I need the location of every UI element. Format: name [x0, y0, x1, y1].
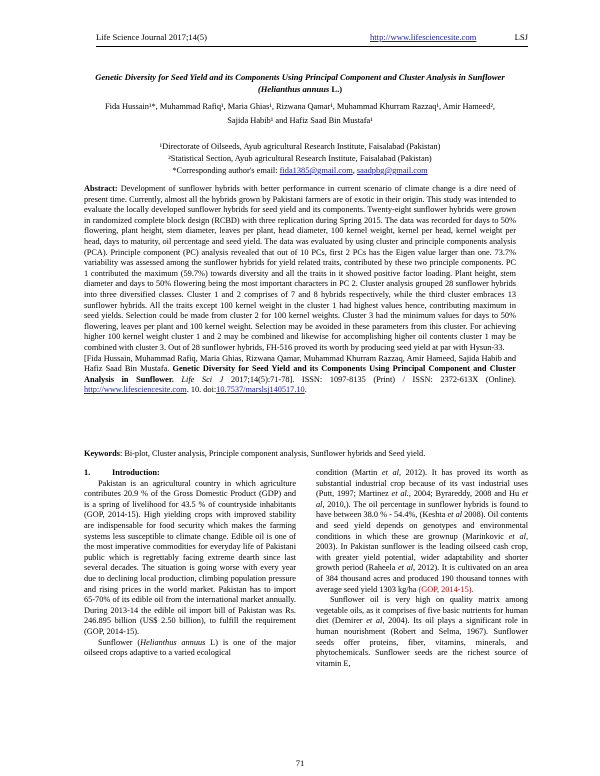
affiliation-2: ²Statistical Section, Ayub agricultural Research Institute, Faisalabad (Pakistan): [168, 154, 432, 163]
running-header: [96, 30, 528, 47]
authors-line-2: Sajida Habib¹ and Hafiz Saad Bin Mustafa¹: [227, 116, 373, 125]
email-link-2[interactable]: saadpbg@gmail.com: [356, 166, 428, 175]
corresponding-author: *Corresponding author's email: fida1385@gmail.com, saadpbg@gmail.com: [172, 166, 428, 175]
keywords-label: Keywords: [84, 449, 120, 458]
abstract-body: Abstract: Development of sunflower hybrids with better performance in current scenario of climate change is a dire need of present time. Currently, almost all the hybrids grown by Pakistani farmers are of exotic in their origin. This study was intended to evaluate the locally developed sunflower hybrids for seed yield and its components. Twenty-eight sunflower hybrids were grown in randomized complete block design (RCBD) with three replication during Spring 2015. The data was recorded for days to 50% flowering, plant height, stem diameter, leaves per plant, head diameter, 100 kernel weight, kernel per head, kernel weight per head, days to maturity, oil percentage and seed yield. The data was evaluated by using cluster and principle components analysis (PCA). Principle component (PC) analysis revealed that out of 10 PCs, first 2 PCs has the Eigen value larger than one. 73.7% variability was assessed among the sunflower hybrids for yield related traits, contributed by these two principle components. PC 1 contributed the maximum (59.7%) towards diversity and all the traits in it showed positive factor loading. Plant height, stem diameter and days to 50% flowering being the most important characters in PC 2. Cluster analysis grouped 28 sunflower hybrids into three diversified classes. Cluster 1 and 2 comprises of 7 and 8 hybrids respectively, while the third cluster embraces 13 sunflower hybrids. All the traits except 100 kernel weight in the cluster 1 had highest values hence, contributing maximum in seed yields. Selection could be made from cluster 2 for 100 kernel weights. Cluster 3 had the minimum values for days to 50% flowering, leaves per plant and 100 kernel weight. Selection may be avoided in these parameters from this cluster. For achieving higher 100 kernel weight cluster 1 and 2 may be combined and likewise for accomplishing higher oil contents cluster 1 may be combined with cluster 3. Out of 28 sunflower hybrids, FH-516 proved its worth by producing seed yield at par with Hysun-33.: [84, 184, 516, 352]
paper-title: Genetic Diversity for Seed Yield and its Components Using Principal Component and Cluster Analysis in Sunflower (Helianthus annuus L.): [95, 72, 505, 94]
column-right: [316, 468, 528, 669]
page-number: 71: [295, 758, 305, 768]
paragraph: Pakistan is an agricultural country in which agriculture contributes 20.9 % of the Gross Domestic Product (GDP) and is a spring of livelihood for 43.5 % of countryside inhabitants (GOP, 2014-15). High yielding crops with improved stability are indispensable for food security which makes the farming systems less susceptible to climate change. Edible oil is one of the most imperative commodities for everyday life of Pakistani public which is regrettably facing extreme dearth since last several decades. The situation is going worse with every year due to declining local production, climbing population pressure and rising prices in the world market. Pakistan has to import 65-70% of its edible oil from the international market annually. During 2013-14 the edible oil import bill of Pakistan was Rs. 246.895 billion (US$ 2.50 billion), to fulfill the requirement (GOP, 2014-15).: [84, 478, 296, 636]
paragraph: Sunflower (Helianthus annuus L) is one of the major oilseed crops adaptive to a varied ecological: [84, 637, 296, 658]
doi-link[interactable]: 10.7537/marslsj140517.10: [216, 385, 305, 395]
journal-url-link[interactable]: http://www.lifesciencesite.com: [370, 32, 477, 42]
abstract-label: Abstract:: [84, 184, 118, 193]
citation-url-link[interactable]: http://www.lifesciencesite.com: [84, 385, 187, 395]
paragraph: Sunflower oil is very high on quality matrix among vegetable oils, as it comprises of five basic nutrients for human diet (Demirer et al, 2004). Its oil plays a significant role in human nourishment (Robert and Selma, 1967). Sunflower seeds offer proteins, fiber, vitamins, minerals, and phytochemicals. Sunflower seeds are the richest source of vitamin E,: [316, 595, 529, 668]
abstract: [84, 184, 516, 396]
email-link-1[interactable]: fida1385@gmail.com: [279, 166, 353, 175]
paragraph: condition (Martin et al, 2012). It has proved its worth as substantial industrial crop because of its vast industrial uses (Putt, 1997; Martinez et al., 2004; Byrareddy, 2008 and Hu et al, 2010,). The oil percentage in sunflower hybrids is found to have between 38.0 % - 54.4%, (Keshta et al 2008). Oil contents and seed yield depends on genotypes and environmental conditions in which these are grownup (Marinkovic et al, 2003). In Pakistan sunflower is the leading oilseed cash crop, with greater yield potential, wider adaptability and shorter growth period (Raheela et al, 2012). It is cultivated on an area of 384 thousand acres and produced 190 thousand tonnes with average seed yield 1303 kg/ha (GOP, 2014-15).: [316, 468, 529, 594]
journal-code: LSJ: [514, 32, 528, 42]
highlighted-citation: (GOP, 2014-15).: [418, 584, 474, 594]
affiliation-1: ¹Directorate of Oilseeds, Ayub agricultural Research Institute, Faisalabad (Pakistan): [159, 142, 441, 151]
citation: [Fida Hussain, Muhammad Rafiq, Maria Ghias, Rizwana Qamar, Muhammad Khurram Razzaq, Amir Hameed, Sajida Habib and Hafiz Saad Bin Mustafa. Genetic Diversity for Seed Yield and its Components Using Principal Component and Cluster Analysis in Sunflower. Life Sci J 2017;14(5):71-78]. ISSN: 1097-8135 (Print) / ISSN: 2372-613X (Online). http://www.lifesciencesite.com. 10. doi:10.7537/marslsj140517.10.: [84, 353, 516, 395]
author-list: [60, 100, 540, 128]
authors-line-1: Fida Hussain¹*, Muhammad Rafiq¹, Maria Ghias¹, Rizwana Qamar¹, Muhammad Khurram Razzaq¹, Amir Hameed²,: [105, 102, 495, 111]
column-left: [84, 468, 296, 659]
title-binomial: Helianthus annuus: [260, 84, 330, 94]
journal-name: Life Science Journal 2017;14(5): [96, 32, 207, 42]
section-heading: 1. Introduction:: [84, 468, 160, 477]
affiliations: [100, 141, 500, 177]
keywords: Keywords: Bi-plot, Cluster analysis, Principle component analysis, Sunflower hybrids and Seed yield.: [84, 449, 426, 458]
